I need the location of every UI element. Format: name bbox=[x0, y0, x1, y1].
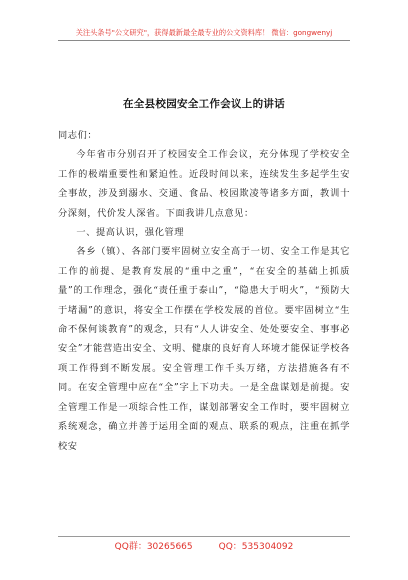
header-divider bbox=[58, 40, 350, 41]
document-body bbox=[58, 126, 350, 456]
salutation: 同志们： bbox=[58, 130, 98, 141]
section-heading-1: 一、提高认识，强化管理 bbox=[76, 227, 185, 239]
header-promo-text: 关注头条号"公文研究"，获得最新最全最专业的公文资料库！ 微信：gongwenyj bbox=[75, 28, 333, 37]
paragraph-intro: 今年省市分别召开了校园安全工作会议，充分体现了学校安全工作的极端重要性和紧迫性。近段时间以来，连续发生多起学生安全事故，涉及到溺水、交通、食品、校园欺凌等诸多方面，教训十分深刻，代价发人深省。下面我讲几点意见： bbox=[58, 149, 350, 219]
paragraph-section-1: 各乡（镇）、各部门要牢固树立安全高于一切、安全工作是其它工作的前提、是教育发展的“重中之重”，“在安全的基础上抓质量”的工作理念，强化“责任重于泰山”，“隐患大于明火”，“预防大于堵漏”的意识，将安全工作摆在学校发展的首位。要牢固树立“生命不保何谈教育”的观念，只有“人人讲安全、处处要安全、事事必安全”才能营造出安全、文明、健康的良好育人环境才能保证学校各项工作得到不断发展。安全管理工作千头万绪，方法措施各有不同。在安全管理中应在“全”字上下功夫。一是全盘谋划是前提。安全管理工作是一项综合性工作，谋划部署安全工作时，要牢固树立系统观念，确立并善于运用全面的观点、联系的观点，注重在抓学校安 bbox=[58, 246, 350, 452]
footer-qq-group: QQ群：30265665 bbox=[114, 542, 193, 552]
footer-divider bbox=[58, 536, 350, 537]
footer-qq: QQ：535304092 bbox=[218, 542, 294, 552]
document-title: 在全县校园安全工作会议上的讲话 bbox=[123, 98, 285, 110]
footer-contact bbox=[0, 539, 408, 552]
